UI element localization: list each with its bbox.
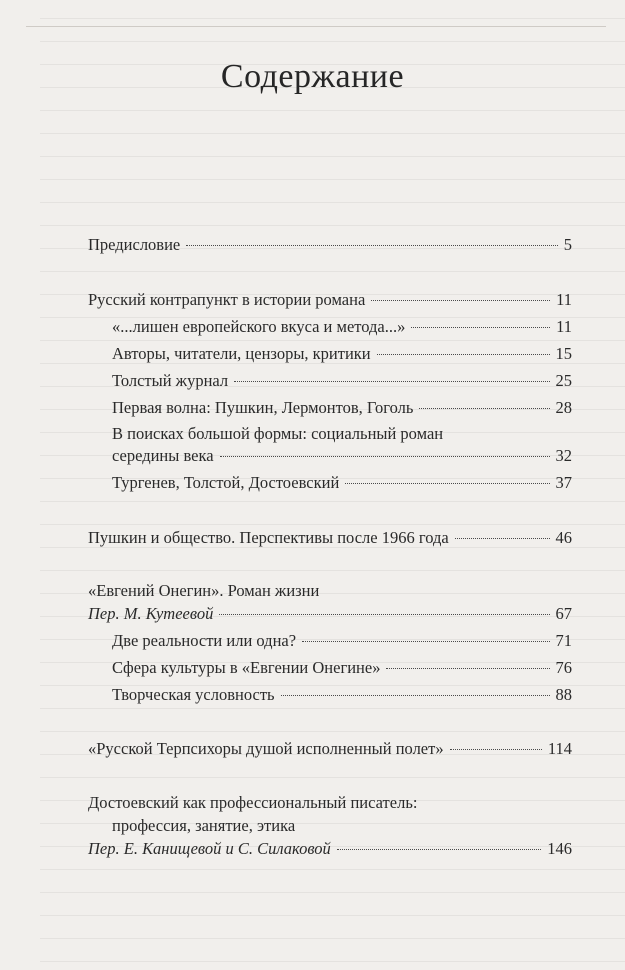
toc-leader-dots: [219, 614, 549, 615]
toc-entry-label: Первая волна: Пушкин, Лермонтов, Гоголь: [112, 398, 414, 417]
toc-entry-label: Пушкин и общество. Перспективы после 1966 года: [88, 528, 449, 547]
toc-page-number: 28: [555, 398, 572, 417]
toc-leader-dots: [455, 538, 550, 539]
toc-translator-credit: Пер. М. Кутеевой: [88, 604, 214, 623]
toc-entry-label: Русский контрапункт в истории романа: [88, 290, 366, 309]
toc-page-number: 25: [555, 371, 572, 390]
toc-entry-section2[interactable]: [88, 527, 572, 549]
toc-page-number: 114: [547, 739, 572, 758]
toc-subentry[interactable]: [112, 684, 572, 706]
toc-translator-credit: Пер. Е. Канищевой и С. Силаковой: [88, 839, 331, 858]
toc-page-number: 88: [555, 685, 572, 704]
toc-leader-dots: [419, 408, 549, 409]
toc-leader-dots: [345, 483, 549, 484]
toc-subentry[interactable]: [112, 316, 572, 338]
toc-entry-label: Две реальности или одна?: [112, 631, 297, 650]
toc-entry-section1[interactable]: [88, 289, 572, 311]
toc-entry-label: Творческая условность: [112, 685, 275, 704]
toc-subentry-label-line1: В поисках большой формы: социальный роман: [112, 424, 444, 443]
toc-page-number: 71: [555, 631, 572, 650]
toc-leader-dots: [186, 245, 558, 246]
toc-page-number: 46: [555, 528, 572, 547]
toc-entry-section3[interactable]: [88, 603, 572, 625]
toc-entry-label: «Русской Терпсихоры душой исполненный полет»: [88, 739, 444, 758]
toc-entry-label: Сфера культуры в «Евгении Онегине»: [112, 658, 381, 677]
toc-page-number: 67: [555, 604, 572, 623]
toc-entry-section5[interactable]: [88, 838, 572, 860]
page-title: Содержание: [220, 58, 405, 95]
toc-page-number: 37: [555, 473, 572, 492]
toc-subentry[interactable]: [112, 370, 572, 392]
toc-entry-label: «...лишен европейского вкуса и метода...»: [112, 317, 406, 336]
toc-leader-dots: [337, 849, 541, 850]
toc-entry-label: Тургенев, Толстой, Достоевский: [112, 473, 340, 492]
toc-subentry[interactable]: [112, 630, 572, 652]
toc-page-number: 11: [556, 290, 572, 309]
toc-page-number: 11: [556, 317, 572, 336]
toc-page-number: 15: [555, 344, 572, 363]
toc-entry-label: Авторы, читатели, цензоры, критики: [112, 344, 371, 363]
toc-entry-preface[interactable]: [88, 234, 572, 256]
toc-leader-dots: [450, 749, 542, 750]
toc-entry-label: Предисловие: [88, 235, 181, 254]
toc-entry-label-line1: Достоевский как профессиональный писатель:: [88, 793, 418, 812]
toc-page-number: 32: [555, 446, 572, 465]
toc-leader-dots: [411, 327, 550, 328]
toc-leader-dots: [220, 456, 550, 457]
toc-leader-dots: [377, 354, 550, 355]
toc-entry-section4[interactable]: [88, 738, 572, 760]
toc-page-number: 146: [547, 839, 572, 858]
toc-subentry[interactable]: [112, 657, 572, 679]
toc-leader-dots: [386, 668, 549, 669]
toc-entry-label: середины века: [112, 446, 214, 465]
toc-leader-dots: [371, 300, 550, 301]
toc-leader-dots: [234, 381, 549, 382]
toc-subentry[interactable]: [112, 472, 572, 494]
toc-subentry[interactable]: [112, 343, 572, 365]
toc-page-number: 5: [563, 235, 572, 254]
toc-entry-label-line2: профессия, занятие, этика: [112, 816, 296, 835]
toc-subentry[interactable]: [112, 397, 572, 419]
toc-leader-dots: [281, 695, 550, 696]
toc-entry-label: Толстый журнал: [112, 371, 229, 390]
toc-subentry[interactable]: [112, 445, 572, 467]
toc-page-number: 76: [555, 658, 572, 677]
toc-leader-dots: [302, 641, 549, 642]
toc-entry-label-line1: «Евгений Онегин». Роман жизни: [88, 581, 320, 600]
